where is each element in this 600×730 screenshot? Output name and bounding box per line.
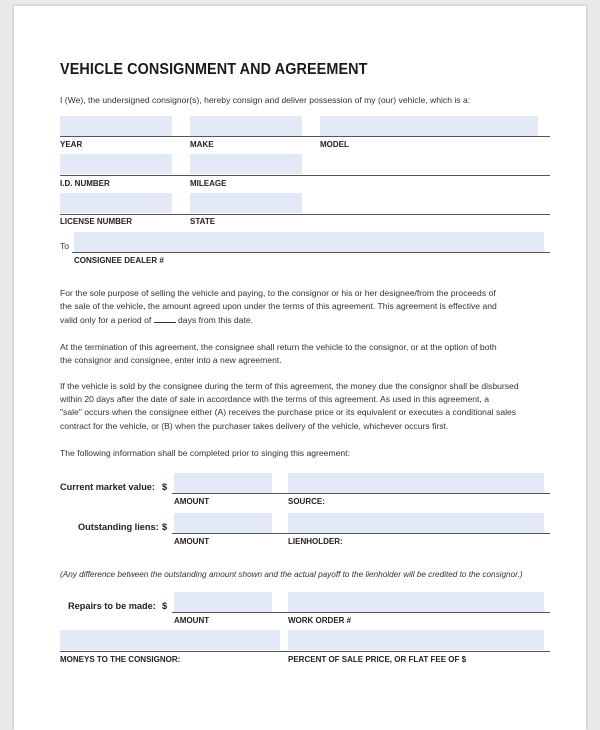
outstanding-liens-label: Outstanding liens:: [78, 522, 159, 532]
work-order-label: WORK ORDER #: [288, 616, 352, 625]
paragraph-termination: [60, 341, 497, 367]
amount-label: AMOUNT: [174, 616, 210, 625]
to-label: To: [60, 241, 70, 251]
liens-line: [172, 533, 550, 534]
state-label: STATE: [190, 217, 216, 226]
repairs-label: Repairs to be made:: [68, 601, 156, 611]
lienholder-label: LIENHOLDER:: [288, 537, 343, 546]
days-text: days from this date.: [178, 315, 254, 326]
mileage-label: MILEAGE: [190, 179, 227, 188]
currency-symbol: $: [162, 522, 168, 532]
document-page: [14, 6, 586, 730]
repairs-line: [172, 612, 550, 613]
current-market-value-label: Current market value:: [60, 482, 155, 492]
paragraph-line: within 20 days after the date of sale in accordance with the terms of this agreement. As used in this agreement, a: [60, 394, 489, 405]
paragraph-sale-purpose: [60, 287, 497, 328]
license-number-label: LICENSE NUMBER: [60, 217, 133, 226]
currency-symbol: $: [162, 601, 168, 611]
id-number-label: I.D. NUMBER: [60, 179, 110, 188]
mileage-field[interactable]: [190, 154, 302, 174]
id-line: [60, 175, 550, 176]
following-text: The following information shall be completed prior to singing this agreement:: [60, 448, 350, 458]
amount-label: AMOUNT: [174, 537, 210, 546]
percent-of-sale-field[interactable]: [288, 630, 544, 650]
license-number-field[interactable]: [60, 193, 172, 213]
model-field[interactable]: [320, 116, 538, 136]
make-label: MAKE: [190, 140, 214, 149]
page-title: VEHICLE CONSIGNMENT AND AGREEMENT: [60, 61, 368, 78]
market-value-line: [172, 493, 550, 494]
moneys-line: [60, 651, 550, 652]
work-order-field[interactable]: [288, 592, 544, 612]
paragraph-line: [60, 313, 497, 327]
model-label: MODEL: [320, 140, 349, 149]
days-blank-field[interactable]: [154, 313, 176, 323]
paragraph-line: At the termination of this agreement, the consignee shall return the vehicle to the consignor, or at the option of both: [60, 342, 497, 352]
license-line: [60, 214, 550, 215]
intro-text: I (We), the undersigned consignor(s), hereby consign and deliver possession of my (our) vehicle, which is a:: [60, 95, 471, 105]
payoff-note: (Any difference between the outstanding amount shown and the actual payoff to the lienholder will be credited to the consignor.): [60, 570, 523, 579]
currency-symbol: $: [162, 482, 168, 492]
year-field[interactable]: [60, 116, 172, 136]
market-value-amount-field[interactable]: [174, 473, 272, 493]
paragraph-line: the consignor and consignee, enter into a new agreement.: [60, 355, 282, 366]
moneys-to-consignor-label: MONEYS TO THE CONSIGNOR:: [60, 655, 181, 664]
amount-label: AMOUNT: [174, 497, 210, 506]
market-value-source-field[interactable]: [288, 473, 544, 493]
year-label: YEAR: [60, 140, 83, 149]
moneys-to-consignor-field[interactable]: [60, 630, 280, 650]
paragraph-line: "sale" occurs when the consignee either (A) receives the purchase price or its equivalent or executes a conditional sales: [60, 407, 517, 418]
state-field[interactable]: [190, 193, 302, 213]
percent-of-sale-label: PERCENT OF SALE PRICE, OR FLAT FEE OF $: [288, 655, 467, 664]
paragraph-line: If the vehicle is sold by the consignee during the term of this agreement, the money due the consignor shall be disbursed: [60, 381, 519, 391]
liens-amount-field[interactable]: [174, 513, 272, 533]
paragraph-sale-terms: [60, 380, 519, 433]
year-line: [60, 136, 550, 137]
paragraph-line: contract for the vehicle, or (B) when the purchaser takes delivery of the vehicle, whichever occurs first.: [60, 420, 449, 431]
period-text: valid only for a period of: [60, 315, 152, 326]
paragraph-line: For the sole purpose of selling the vehicle and paying, to the consignor or his or her designee/from the proceeds of: [60, 288, 496, 298]
source-label: SOURCE:: [288, 497, 325, 506]
consignee-line: [72, 252, 550, 253]
consignee-dealer-label: CONSIGNEE DEALER #: [74, 256, 164, 265]
make-field[interactable]: [190, 116, 302, 136]
id-number-field[interactable]: [60, 154, 172, 174]
consignee-dealer-field[interactable]: [74, 232, 544, 252]
paragraph-line: the sale of the vehicle, the amount agreed upon under the terms of this agreement. This agreement is effective and: [60, 301, 497, 312]
repairs-amount-field[interactable]: [174, 592, 272, 612]
lienholder-field[interactable]: [288, 513, 544, 533]
